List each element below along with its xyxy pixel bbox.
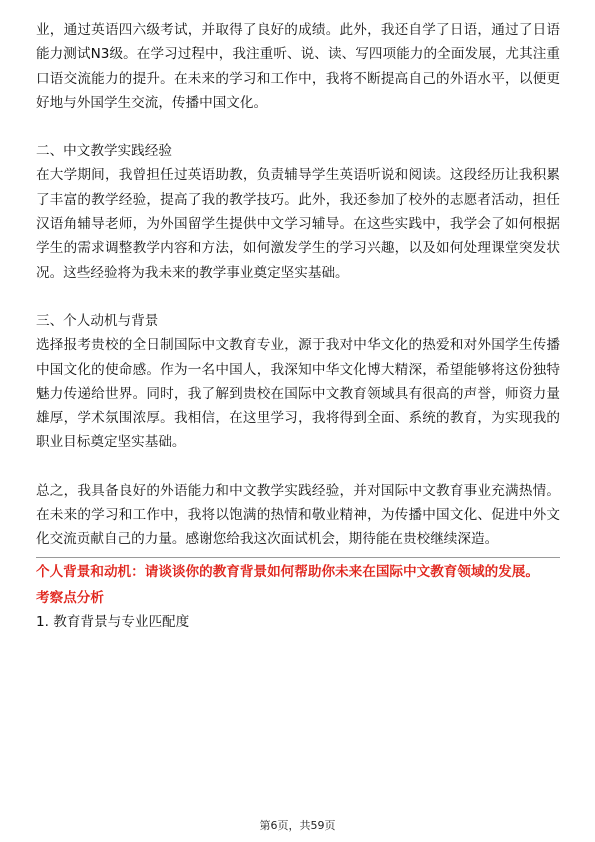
- analysis-item: 1. 教育背景与专业匹配度: [36, 613, 190, 630]
- spacer: [36, 115, 560, 139]
- body-paragraph-conclusion: 总之，我具备良好的外语能力和中文教学实践经验，并对国际中文教育事业充满热情。在未来的学习和工作中，我将以饱满的热情和敬业精神，为传播中国文化、促进中外文化交流贡献自己的力量。感谢您给我这次面试机会，期待能在贵校继续深造。: [36, 482, 560, 548]
- document-page: [36, 18, 560, 634]
- page-number: 第6页，共59页: [259, 819, 336, 832]
- section-heading-teaching-practice: 二、中文教学实践经验: [36, 143, 172, 160]
- spacer: [36, 285, 560, 309]
- spacer: [36, 455, 560, 479]
- interview-question: 个人背景和动机：请谈谈你的教育背景如何帮助你未来在国际中文教育领域的发展。: [36, 563, 539, 580]
- body-paragraph-intro: 业，通过英语四六级考试，并取得了良好的成绩。此外，我还自学了日语，通过了日语能力测试N3级。在学习过程中，我注重听、说、读、写四项能力的全面发展，尤其注重口语交流能力的提升。在未来的学习和工作中，我将不断提高自己的外语水平，以便更好地与外国学生交流，传播中国文化。: [36, 22, 560, 111]
- analysis-heading: 考察点分析: [36, 589, 104, 606]
- body-paragraph-motivation: 选择报考贵校的全日制国际中文教育专业，源于我对中华文化的热爱和对外国学生传播中国文化的使命感。作为一名中国人，我深知中华文化博大精深，希望能够将这份独特魅力传递给世界。同时，我了解到贵校在国际中文教育领域具有很高的声誉，师资力量雄厚，学术氛围浓厚。我相信，在这里学习，我将得到全面、系统的教育，为实现我的职业目标奠定坚实基础。: [36, 337, 560, 451]
- section-divider: [36, 557, 560, 558]
- section-heading-motivation: 三、个人动机与背景: [36, 312, 159, 329]
- body-paragraph-teaching-practice: 在大学期间，我曾担任过英语助教，负责辅导学生英语听说和阅读。这段经历让我积累了丰富的教学经验，提高了我的教学技巧。此外，我还参加了校外的志愿者活动，担任汉语角辅导老师，为外国留学生提供中文学习辅导。在这些实践中，我学会了如何根据学生的需求调整教学内容和方法，如何激发学生的学习兴趣，以及如何处理课堂突发状况。这些经验将为我未来的教学事业奠定坚实基础。: [36, 167, 560, 281]
